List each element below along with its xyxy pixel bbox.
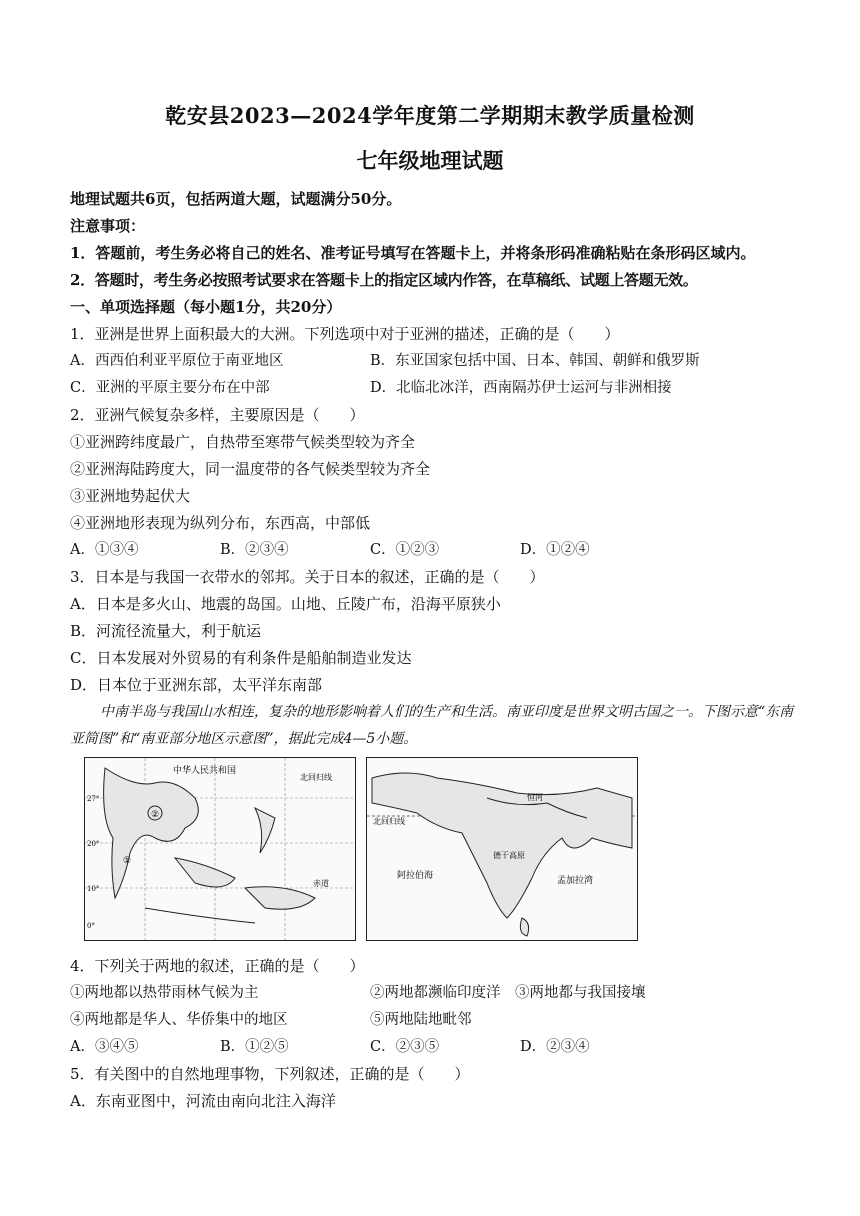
question-4-statement-4: ⑤两地陆地毗邻 <box>370 1012 472 1028</box>
exam-title: 乾安县2023—2024学年度第二学期期末教学质量检测 <box>165 103 695 128</box>
exam-body <box>70 186 800 1115</box>
map1-lat-2: 20° <box>87 840 100 848</box>
question-4-option-a: A．③④⑤ <box>70 1039 139 1055</box>
question-3-option-c: C．日本发展对外贸易的有利条件是船舶制造业发达 <box>70 649 412 667</box>
maps-figure <box>84 757 800 947</box>
question-4-statement-3: ④两地都是华人、华侨集中的地区 <box>70 1012 288 1028</box>
question-4-statement-2: ②两地都濒临印度洋 ③两地都与我国接壤 <box>370 985 646 1001</box>
question-1-option-a: A．西西伯利亚平原位于南亚地区 <box>70 353 284 369</box>
question-1-options-row-2 <box>70 375 800 402</box>
question-2-option-a: A．①③④ <box>70 542 139 558</box>
notice-item-1: 1．答题前，考生务必将自己的姓名、准考证号填写在答题卡上，并将条形码准确粘贴在条形码区域内。 <box>70 244 756 262</box>
question-1-options-row-1 <box>70 348 800 375</box>
question-2-statement-1: ①亚洲跨纬度最广，自热带至寒带气候类型较为齐全 <box>70 433 416 451</box>
material-paragraph: 中南半岛与我国山水相连，复杂的地形影响着人们的生产和生活。南亚印度是世界文明古国之一。下图示意“东南亚简图”和“南亚部分地区示意图”，据此完成4—5小题。 <box>70 704 794 747</box>
question-2-option-d: D．①②④ <box>520 542 590 558</box>
question-4-options <box>70 1034 800 1061</box>
question-2-statement-3: ③亚洲地势起伏大 <box>70 487 191 505</box>
question-3-option-a: A．日本是多火山、地震的岛国。山地、丘陵广布，沿海平原狭小 <box>70 595 501 613</box>
map1-marker-2: ② <box>151 810 160 820</box>
map2-label-bay-of-bengal: 孟加拉湾 <box>557 876 594 886</box>
question-2-option-c: C．①②③ <box>370 542 440 558</box>
question-3-stem: 3．日本是与我国一衣带水的邻邦。关于日本的叙述，正确的是（ ） <box>70 568 545 586</box>
map1-label-tropic: 北回归线 <box>300 773 332 782</box>
question-4-option-b: B．①②⑤ <box>220 1039 289 1055</box>
map1-marker-1: ① <box>123 856 132 866</box>
map2-label-arabian-sea: 阿拉伯海 <box>397 871 434 881</box>
map2-label-river: 恒河 <box>527 793 543 802</box>
question-4-statements-row-2 <box>70 1007 800 1034</box>
question-4-stem: 4．下列关于两地的叙述，正确的是（ ） <box>70 957 365 975</box>
map1-label-china: 中华人民共和国 <box>173 766 237 776</box>
question-4-option-c: C．②③⑤ <box>370 1039 440 1055</box>
southeast-asia-map <box>84 757 356 941</box>
south-asia-map <box>366 757 638 941</box>
notice-item-2: 2．答题时，考生务必按照考试要求在答题卡上的指定区域内作答，在草稿纸、试题上答题无效。 <box>70 271 698 289</box>
question-5-option-a: A．东南亚图中，河流由南向北注入海洋 <box>70 1092 336 1110</box>
question-1-stem: 1．亚洲是世界上面积最大的大洲。下列选项中对于亚洲的描述，正确的是（ ） <box>70 325 620 343</box>
question-1-option-b: B．东亚国家包括中国、日本、韩国、朝鲜和俄罗斯 <box>370 353 700 369</box>
map1-label-equator: 赤道 <box>313 879 329 888</box>
notice-title: 注意事项： <box>70 217 146 235</box>
question-1-option-c: C．亚洲的平原主要分布在中部 <box>70 380 270 396</box>
map2-label-plateau: 德干高原 <box>493 851 525 860</box>
south-asia-map-drawing <box>367 758 637 940</box>
map2-label-tropic: 北回归线 <box>373 817 405 826</box>
map1-lat-3: 10° <box>87 885 100 893</box>
exam-summary: 地理试题共6页，包括两道大题，试题满分50分。 <box>70 190 402 208</box>
question-3-option-b: B．河流径流量大，利于航运 <box>70 622 262 640</box>
question-4-statements-row-1 <box>70 980 800 1007</box>
question-2-option-b: B．②③④ <box>220 542 289 558</box>
question-2-statement-4: ④亚洲地形表现为纵列分布，东西高，中部低 <box>70 514 371 532</box>
question-3-option-d: D．日本位于亚洲东部，太平洋东南部 <box>70 676 323 694</box>
exam-subtitle: 七年级地理试题 <box>356 148 504 173</box>
southeast-asia-map-drawing <box>85 758 355 940</box>
question-2-options <box>70 537 800 564</box>
section-heading: 一、单项选择题（每小题1分，共20分） <box>70 298 342 316</box>
map1-lat-4: 0° <box>87 922 95 930</box>
question-2-statement-2: ②亚洲海陆跨度大，同一温度带的各气候类型较为齐全 <box>70 460 431 478</box>
map1-lat-1: 27° <box>87 795 100 803</box>
question-4-statement-1: ①两地都以热带雨林气候为主 <box>70 985 259 1001</box>
question-5-stem: 5．有关图中的自然地理事物，下列叙述，正确的是（ ） <box>70 1065 470 1083</box>
question-4-option-d: D．②③④ <box>520 1039 590 1055</box>
question-1-option-d: D．北临北冰洋，西南隔苏伊士运河与非洲相接 <box>370 380 672 396</box>
question-2-stem: 2．亚洲气候复杂多样，主要原因是（ ） <box>70 406 365 424</box>
